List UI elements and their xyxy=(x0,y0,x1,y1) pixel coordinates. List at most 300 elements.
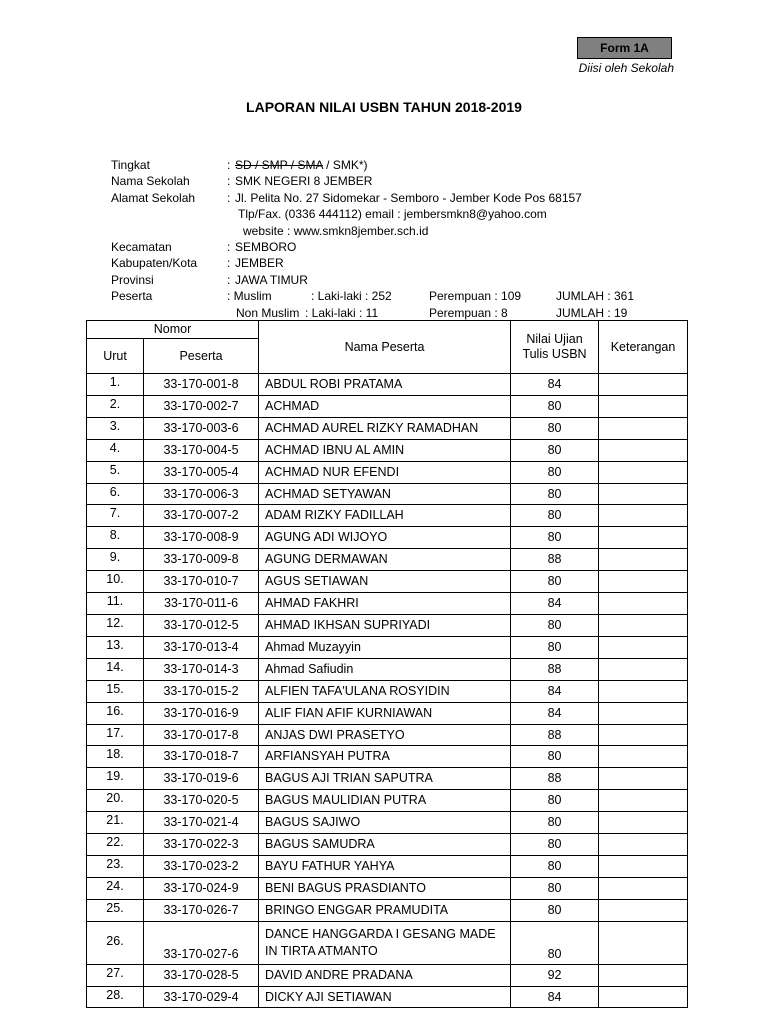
row-nama-peserta-text: ADAM RIZKY FADILLAH xyxy=(265,508,404,523)
row-keterangan xyxy=(599,571,688,593)
kabupaten-value: JEMBER xyxy=(235,256,284,271)
row-nilai-text: 88 xyxy=(547,771,562,786)
table-row xyxy=(87,658,688,680)
row-nilai xyxy=(511,374,599,396)
row-keterangan xyxy=(599,724,688,746)
row-nilai xyxy=(511,724,599,746)
row-nilai-text: 80 xyxy=(547,464,562,479)
row-keterangan xyxy=(599,855,688,877)
row-nilai xyxy=(511,505,599,527)
row-urut xyxy=(87,877,144,899)
row-nomor-peserta xyxy=(144,636,259,658)
table-row xyxy=(87,768,688,790)
row-nama-peserta xyxy=(259,527,511,549)
row-keterangan xyxy=(599,921,688,964)
row-nama-peserta xyxy=(259,395,511,417)
kecamatan-value: SEMBORO xyxy=(235,239,297,254)
row-keterangan xyxy=(599,746,688,768)
row-nama-peserta xyxy=(259,505,511,527)
row-urut xyxy=(87,768,144,790)
row-nama-peserta-text: Ahmad Muzayyin xyxy=(265,639,361,654)
row-nomor-peserta xyxy=(144,812,259,834)
row-urut xyxy=(87,834,144,856)
row-keterangan xyxy=(599,417,688,439)
row-nomor-peserta-text: 33-170-024-9 xyxy=(163,880,239,895)
row-urut-text: 28. xyxy=(106,987,124,1002)
row-nama-peserta-text: ACHMAD NUR EFENDI xyxy=(265,464,400,479)
row-urut xyxy=(87,614,144,636)
row-nomor-peserta xyxy=(144,417,259,439)
row-urut-text: 6. xyxy=(109,484,121,499)
row-nomor-peserta-text: 33-170-008-9 xyxy=(163,530,239,545)
table-row xyxy=(87,571,688,593)
header-nama: Nama Peserta xyxy=(259,321,511,374)
row-urut-text: 7. xyxy=(109,506,121,521)
row-keterangan xyxy=(599,593,688,615)
row-keterangan xyxy=(599,549,688,571)
row-nama-peserta-text: ALIF FIAN AFIF KURNIAWAN xyxy=(265,705,433,720)
row-nama-peserta xyxy=(259,812,511,834)
row-urut xyxy=(87,899,144,921)
separator: : xyxy=(227,158,231,172)
row-urut-text: 2. xyxy=(109,396,121,411)
row-nomor-peserta-text: 33-170-020-5 xyxy=(163,793,239,808)
row-nama-peserta-text: ACHMAD AUREL RIZKY RAMADHAN xyxy=(265,420,479,435)
row-nama-peserta xyxy=(259,834,511,856)
row-nama-peserta-text: AGUNG DERMAWAN xyxy=(265,552,388,567)
row-nama-peserta xyxy=(259,593,511,615)
row-urut-text: 22. xyxy=(106,835,124,850)
row-nomor-peserta xyxy=(144,527,259,549)
row-nomor-peserta xyxy=(144,986,259,1008)
table-row xyxy=(87,527,688,549)
row-urut xyxy=(87,461,144,483)
row-nomor-peserta xyxy=(144,374,259,396)
row-nilai xyxy=(511,395,599,417)
row-keterangan xyxy=(599,614,688,636)
row-nomor-peserta xyxy=(144,571,259,593)
row-nomor-peserta xyxy=(144,680,259,702)
row-nilai-text: 80 xyxy=(547,508,562,523)
row-nama-peserta xyxy=(259,549,511,571)
separator: : xyxy=(227,190,231,205)
row-nomor-peserta-text: 33-170-018-7 xyxy=(163,749,239,764)
row-nilai-text: 88 xyxy=(547,552,562,567)
row-urut-text: 16. xyxy=(106,703,124,718)
row-nama-peserta-text: BAGUS MAULIDIAN PUTRA xyxy=(265,793,427,808)
row-urut-text: 8. xyxy=(109,528,121,543)
alamat-line3: website : www.smkn8jember.sch.id xyxy=(243,223,429,238)
row-nomor-peserta-text: 33-170-022-3 xyxy=(163,837,239,852)
row-nilai-text: 80 xyxy=(547,749,562,764)
row-nomor-peserta-text: 33-170-007-2 xyxy=(163,508,239,523)
row-nilai-text: 80 xyxy=(547,442,562,457)
row-nomor-peserta xyxy=(144,505,259,527)
separator: : xyxy=(227,272,231,287)
row-nomor-peserta-text: 33-170-003-6 xyxy=(163,420,239,435)
row-urut-text: 14. xyxy=(106,659,124,674)
row-nilai-text: 84 xyxy=(547,596,562,611)
row-nama-peserta-text: ANJAS DWI PRASETYO xyxy=(265,727,405,742)
row-urut xyxy=(87,571,144,593)
row-urut-text: 23. xyxy=(106,856,124,871)
row-nilai xyxy=(511,614,599,636)
row-keterangan xyxy=(599,374,688,396)
row-nomor-peserta xyxy=(144,834,259,856)
sekolah-value: SMK NEGERI 8 JEMBER xyxy=(235,174,373,189)
row-keterangan xyxy=(599,483,688,505)
table-row xyxy=(87,483,688,505)
row-nomor-peserta xyxy=(144,877,259,899)
row-nilai-text: 80 xyxy=(547,793,562,808)
row-urut-text: 9. xyxy=(109,550,121,565)
row-nama-peserta-text: ARFIANSYAH PUTRA xyxy=(265,749,390,764)
row-urut-text: 26. xyxy=(106,933,124,948)
table-row xyxy=(87,746,688,768)
row-urut-text: 10. xyxy=(106,572,124,587)
table-row xyxy=(87,505,688,527)
row-nomor-peserta-text: 33-170-017-8 xyxy=(163,727,239,742)
separator: : xyxy=(227,174,231,189)
row-nilai-text: 80 xyxy=(547,398,562,413)
row-urut-text: 20. xyxy=(106,791,124,806)
row-nama-peserta-text: AGUS SETIAWAN xyxy=(265,574,369,589)
separator: : xyxy=(227,239,231,254)
table-row xyxy=(87,680,688,702)
row-nama-peserta-text: BAYU FATHUR YAHYA xyxy=(265,858,395,873)
row-nama-peserta xyxy=(259,702,511,724)
row-nama-peserta-text: AHMAD IKHSAN SUPRIYADI xyxy=(265,617,431,632)
row-urut xyxy=(87,921,144,964)
kabupaten-label: Kabupaten/Kota xyxy=(111,256,198,271)
row-urut xyxy=(87,636,144,658)
row-nama-peserta-text: DANCE HANGGARDA I GESANG MADE IN TIRTA ATMANTO xyxy=(265,926,496,958)
table-row xyxy=(87,374,688,396)
row-nomor-peserta-text: 33-170-010-7 xyxy=(163,574,239,589)
row-nomor-peserta-text: 33-170-012-5 xyxy=(163,617,239,632)
row-nomor-peserta-text: 33-170-028-5 xyxy=(163,967,239,982)
header-nilai-line2: Tulis USBN xyxy=(522,347,587,361)
row-nama-peserta xyxy=(259,877,511,899)
row-nilai xyxy=(511,658,599,680)
row-nama-peserta-text: BAGUS SAMUDRA xyxy=(265,837,375,852)
table-row xyxy=(87,439,688,461)
tingkat-label: Tingkat xyxy=(111,158,150,172)
table-row xyxy=(87,986,688,1008)
row-nomor-peserta-text: 33-170-004-5 xyxy=(163,442,239,457)
row-nama-peserta-text: ACHMAD SETYAWAN xyxy=(265,486,391,501)
row-nilai xyxy=(511,986,599,1008)
row-nomor-peserta-text: 33-170-027-6 xyxy=(163,946,239,961)
row-nomor-peserta-text: 33-170-013-4 xyxy=(163,639,239,654)
row-nomor-peserta xyxy=(144,964,259,986)
table-row xyxy=(87,614,688,636)
table-row xyxy=(87,899,688,921)
row-nomor-peserta xyxy=(144,593,259,615)
row-nama-peserta-text: BAGUS AJI TRIAN SAPUTRA xyxy=(265,771,433,786)
row-nilai xyxy=(511,483,599,505)
row-nomor-peserta xyxy=(144,549,259,571)
row-nama-peserta xyxy=(259,964,511,986)
alamat-line2: Tlp/Fax. (0336 444112) email : jembersmkn8@yahoo.com xyxy=(238,207,547,222)
row-urut-text: 25. xyxy=(106,900,124,915)
row-nilai xyxy=(511,812,599,834)
provinsi-label: Provinsi xyxy=(111,272,154,287)
row-nama-peserta xyxy=(259,790,511,812)
row-keterangan xyxy=(599,527,688,549)
row-nilai-text: 80 xyxy=(547,639,562,654)
row-nama-peserta xyxy=(259,768,511,790)
row-nilai-text: 84 xyxy=(547,705,562,720)
row-nilai xyxy=(511,636,599,658)
row-nomor-peserta-text: 33-170-029-4 xyxy=(163,989,239,1004)
row-urut-text: 18. xyxy=(106,747,124,762)
kecamatan-label: Kecamatan xyxy=(111,239,172,254)
row-nama-peserta-text: ACHMAD IBNU AL AMIN xyxy=(265,442,405,457)
table-row xyxy=(87,593,688,615)
row-nilai-text: 80 xyxy=(547,858,562,873)
row-nama-peserta xyxy=(259,855,511,877)
row-nilai-text: 88 xyxy=(547,727,562,742)
table-header-row xyxy=(87,321,688,339)
row-nama-peserta-text: BENI BAGUS PRASDIANTO xyxy=(265,880,426,895)
row-nilai xyxy=(511,439,599,461)
table-row xyxy=(87,702,688,724)
row-urut-text: 1. xyxy=(109,375,121,389)
row-urut-text: 13. xyxy=(106,637,124,652)
row-nomor-peserta-text: 33-170-015-2 xyxy=(163,683,239,698)
row-urut-text: 24. xyxy=(106,878,124,893)
table-row xyxy=(87,724,688,746)
row-nilai xyxy=(511,899,599,921)
row-nomor-peserta-text: 33-170-023-2 xyxy=(163,858,239,873)
table-row xyxy=(87,790,688,812)
row-nama-peserta-text: ACHMAD xyxy=(265,398,320,413)
row-nomor-peserta-text: 33-170-016-9 xyxy=(163,705,239,720)
row-keterangan xyxy=(599,505,688,527)
row-nomor-peserta-text: 33-170-021-4 xyxy=(163,815,239,830)
page-title: LAPORAN NILAI USBN TAHUN 2018-2019 xyxy=(246,99,522,115)
row-keterangan xyxy=(599,834,688,856)
row-nama-peserta xyxy=(259,417,511,439)
header-peserta: Peserta xyxy=(144,339,259,374)
row-urut-text: 27. xyxy=(106,965,124,980)
table-row xyxy=(87,417,688,439)
row-nama-peserta xyxy=(259,899,511,921)
row-nilai xyxy=(511,834,599,856)
row-nilai-text: 80 xyxy=(547,946,562,961)
row-keterangan xyxy=(599,395,688,417)
row-nilai-text: 92 xyxy=(547,967,562,982)
row-nilai-text: 80 xyxy=(547,902,562,917)
row-nama-peserta xyxy=(259,921,511,964)
muslim-jumlah: JUMLAH : 361 xyxy=(556,289,635,304)
tingkat-selected: / SMK*) xyxy=(322,158,368,172)
row-nama-peserta xyxy=(259,614,511,636)
table-row xyxy=(87,549,688,571)
table-row xyxy=(87,855,688,877)
row-keterangan xyxy=(599,768,688,790)
row-urut xyxy=(87,702,144,724)
row-nomor-peserta-text: 33-170-005-4 xyxy=(163,464,239,479)
row-keterangan xyxy=(599,986,688,1008)
row-urut xyxy=(87,527,144,549)
row-nomor-peserta xyxy=(144,614,259,636)
row-nomor-peserta-text: 33-170-019-6 xyxy=(163,771,239,786)
row-urut-text: 12. xyxy=(106,615,124,630)
row-nomor-peserta xyxy=(144,855,259,877)
row-nomor-peserta xyxy=(144,483,259,505)
row-nama-peserta-text: Ahmad Safiudin xyxy=(265,661,354,676)
row-nilai-text: 84 xyxy=(547,683,562,698)
row-keterangan xyxy=(599,680,688,702)
row-nilai xyxy=(511,855,599,877)
row-urut-text: 3. xyxy=(109,418,121,433)
row-nilai-text: 84 xyxy=(547,989,562,1004)
nonmuslim-perempuan: Perempuan : 8 xyxy=(429,305,508,320)
row-urut xyxy=(87,374,144,396)
row-nomor-peserta xyxy=(144,899,259,921)
row-nilai xyxy=(511,790,599,812)
row-urut xyxy=(87,593,144,615)
row-nilai-text: 88 xyxy=(547,661,562,676)
row-keterangan xyxy=(599,439,688,461)
row-urut-text: 15. xyxy=(106,681,124,696)
nonmuslim-label: Non Muslim xyxy=(236,305,300,320)
row-nilai xyxy=(511,593,599,615)
row-nilai-text: 80 xyxy=(547,837,562,852)
row-nilai-text: 80 xyxy=(547,617,562,632)
peserta-label: Peserta xyxy=(111,289,153,304)
nonmuslim-jumlah: JUMLAH : 19 xyxy=(556,305,628,320)
row-urut xyxy=(87,855,144,877)
row-keterangan xyxy=(599,658,688,680)
row-nilai xyxy=(511,527,599,549)
table-row xyxy=(87,877,688,899)
row-nilai xyxy=(511,680,599,702)
row-nomor-peserta xyxy=(144,746,259,768)
row-urut-text: 5. xyxy=(109,462,121,477)
row-nilai xyxy=(511,702,599,724)
row-keterangan xyxy=(599,899,688,921)
row-urut xyxy=(87,439,144,461)
row-urut xyxy=(87,964,144,986)
row-urut-text: 21. xyxy=(106,813,124,828)
row-nama-peserta xyxy=(259,374,511,396)
row-urut xyxy=(87,746,144,768)
row-nama-peserta xyxy=(259,986,511,1008)
table-row xyxy=(87,921,688,964)
header-nilai-line1: Nilai Ujian xyxy=(526,332,583,346)
table-row xyxy=(87,636,688,658)
row-nama-peserta xyxy=(259,461,511,483)
row-nomor-peserta-text: 33-170-014-3 xyxy=(163,661,239,676)
row-nilai xyxy=(511,549,599,571)
tingkat-value xyxy=(235,157,367,173)
row-nama-peserta-text: AHMAD FAKHRI xyxy=(265,596,359,611)
row-nomor-peserta-text: 33-170-001-8 xyxy=(163,377,239,391)
row-nama-peserta-text: DAVID ANDRE PRADANA xyxy=(265,967,413,982)
muslim-perempuan: Perempuan : 109 xyxy=(429,289,522,304)
row-nomor-peserta xyxy=(144,790,259,812)
sekolah-label: Nama Sekolah xyxy=(111,174,190,189)
row-nomor-peserta-text: 33-170-026-7 xyxy=(163,902,239,917)
row-urut xyxy=(87,549,144,571)
row-urut-text: 11. xyxy=(106,594,124,609)
row-nama-peserta-text: BRINGO ENGGAR PRAMUDITA xyxy=(265,902,449,917)
row-nomor-peserta xyxy=(144,921,259,964)
row-nilai-text: 84 xyxy=(547,377,562,391)
row-nomor-peserta xyxy=(144,461,259,483)
table-row xyxy=(87,834,688,856)
muslim-label: : Muslim xyxy=(227,289,272,304)
tingkat-struck: SD / SMP / SMA xyxy=(235,158,323,172)
header-keterangan: Keterangan xyxy=(599,321,688,374)
scores-table xyxy=(86,320,688,1008)
row-nama-peserta xyxy=(259,724,511,746)
row-urut xyxy=(87,505,144,527)
row-nomor-peserta xyxy=(144,768,259,790)
row-nomor-peserta xyxy=(144,395,259,417)
row-nama-peserta-text: ALFIEN TAFA'ULANA ROSYIDIN xyxy=(265,683,450,698)
row-nama-peserta xyxy=(259,483,511,505)
row-nama-peserta xyxy=(259,439,511,461)
row-urut xyxy=(87,395,144,417)
row-urut-text: 4. xyxy=(109,440,121,455)
row-nomor-peserta xyxy=(144,658,259,680)
row-nomor-peserta-text: 33-170-009-8 xyxy=(163,552,239,567)
row-urut xyxy=(87,483,144,505)
row-keterangan xyxy=(599,636,688,658)
alamat-line1: Jl. Pelita No. 27 Sidomekar - Semboro - Jember Kode Pos 68157 xyxy=(235,190,582,205)
row-nomor-peserta-text: 33-170-006-3 xyxy=(163,486,239,501)
row-nama-peserta xyxy=(259,636,511,658)
row-nilai-text: 80 xyxy=(547,486,562,501)
row-nama-peserta-text: DICKY AJI SETIAWAN xyxy=(265,989,392,1004)
row-nilai-text: 80 xyxy=(547,815,562,830)
row-nama-peserta xyxy=(259,658,511,680)
row-nilai-text: 80 xyxy=(547,574,562,589)
row-nomor-peserta-text: 33-170-011-6 xyxy=(163,596,239,611)
row-nilai-text: 80 xyxy=(547,880,562,895)
alamat-label: Alamat Sekolah xyxy=(111,190,196,205)
row-nilai xyxy=(511,746,599,768)
row-urut xyxy=(87,986,144,1008)
row-nama-peserta-text: AGUNG ADI WIJOYO xyxy=(265,530,388,545)
row-keterangan xyxy=(599,702,688,724)
row-urut xyxy=(87,724,144,746)
table-row xyxy=(87,461,688,483)
separator: : xyxy=(227,256,231,271)
row-urut-text: 19. xyxy=(106,769,124,784)
row-nama-peserta xyxy=(259,571,511,593)
table-row xyxy=(87,395,688,417)
row-nilai xyxy=(511,921,599,964)
row-urut xyxy=(87,812,144,834)
row-urut xyxy=(87,658,144,680)
row-nomor-peserta xyxy=(144,702,259,724)
table-row xyxy=(87,964,688,986)
row-keterangan xyxy=(599,812,688,834)
form-code-badge: Form 1A xyxy=(577,37,672,59)
row-keterangan xyxy=(599,461,688,483)
row-urut-text: 17. xyxy=(106,725,124,740)
table-row xyxy=(87,812,688,834)
row-nama-peserta-text: BAGUS SAJIWO xyxy=(265,815,361,830)
row-nomor-peserta xyxy=(144,439,259,461)
row-keterangan xyxy=(599,964,688,986)
row-nilai xyxy=(511,768,599,790)
